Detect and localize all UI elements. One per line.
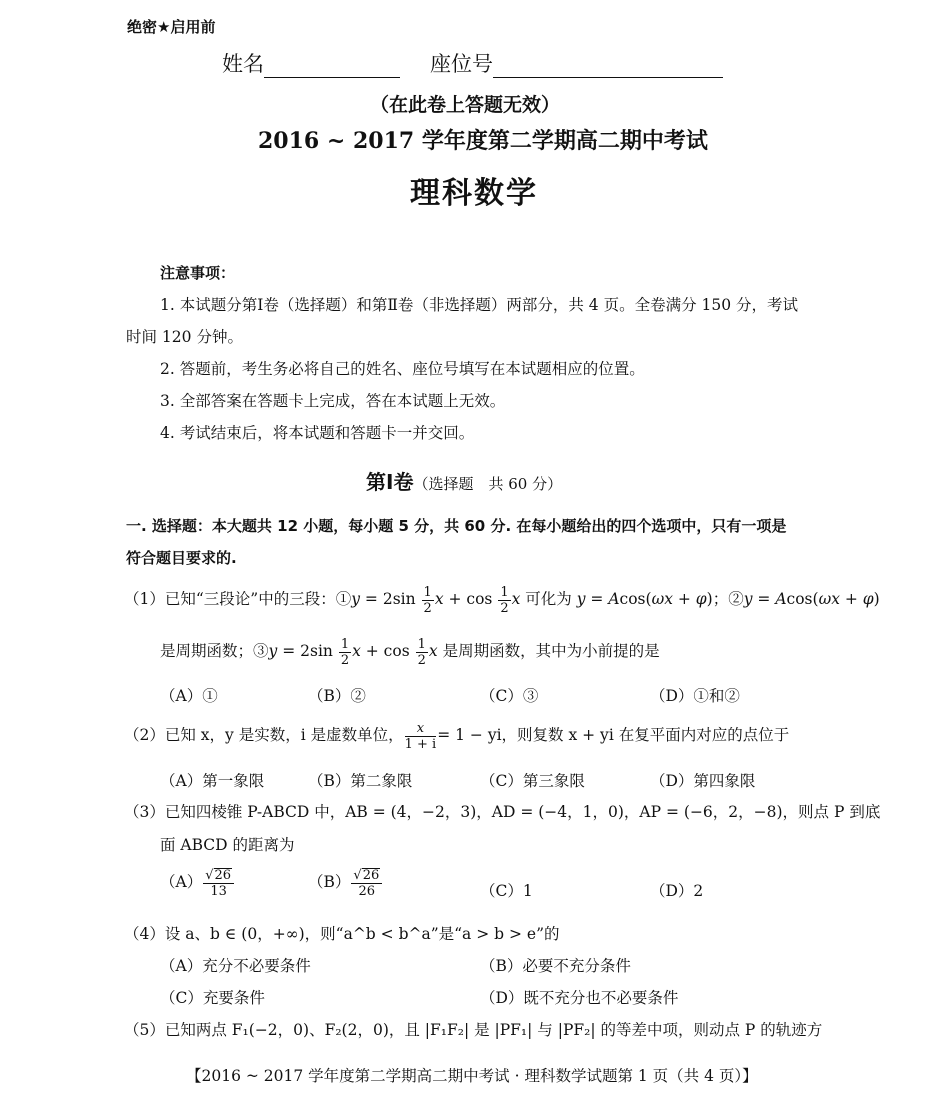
- q2-stem-b: = 1 − yi，则复数 x + yi 在复平面内对应的点位于: [437, 726, 790, 744]
- q1-option-a: （A）①: [160, 687, 218, 705]
- q1-option-b: （B）②: [308, 687, 366, 705]
- q3-option-b-label: （B）: [308, 873, 351, 891]
- q3-stem: 已知四棱锥 P-ABCD 中，AB = (4，−2，3)，AD = (−4，1，0)，AP = (−6，2，−8)，则点 P 到底: [164, 803, 881, 821]
- seat-blank: [493, 61, 723, 78]
- q1-frac-d: $\frac{1}{2}$: [417, 636, 426, 668]
- q4-option-d: （D）既不充分也不必要条件: [480, 989, 679, 1007]
- section1-title: [366, 466, 562, 495]
- notice-item-1-cont: 时间 120 分钟。: [126, 328, 243, 346]
- q3-option-b: [308, 868, 383, 898]
- q4-line1: [124, 922, 560, 944]
- q4-option-a: （A）充分不必要条件: [160, 957, 311, 975]
- q1-option-c: （C）③: [480, 687, 539, 705]
- subject-title: 理科数学: [410, 176, 538, 211]
- q1-frac-a: $\frac{1}{2}$: [423, 584, 432, 616]
- q1-stem-b: 可化为: [525, 590, 572, 608]
- q3-option-a-frac: $\frac{√26}{13}$: [203, 868, 234, 898]
- notice-item-2: 2. 答题前，考生务必将自己的姓名、座位号填写在本试题相应的位置。: [160, 360, 645, 378]
- page-footer: 【2016 ~ 2017 学年度第二学期高二期中考试 · 理科数学试题第 1 页（共 4 页）】: [186, 1067, 758, 1085]
- q2-frac: $\frac{x}{1 + i}$: [404, 720, 437, 752]
- q1-line1: （1）已知“三段论”中的三段：①y = 2sin $\frac{1}{2}$ x + cos $\frac{1}{2}$ x 可化为 y = Acos(ωx + φ)；②y = Acos(ωx + φ): [124, 584, 880, 616]
- q3-option-a: [160, 868, 235, 898]
- section1-title-main: 第Ⅰ卷: [366, 470, 414, 494]
- q2-number: （2）: [124, 726, 165, 744]
- q1-line2: 是周期函数；③y = 2sin $\frac{1}{2}$ x + cos $\frac{1}{2}$ x 是周期函数，其中为小前提的是: [160, 636, 660, 668]
- q4-stem: 设 a、b ∈ (0，+∞)，则“a^b < b^a”是“a > b > e”的: [164, 925, 560, 943]
- q1-line2-b: 是周期函数，其中为小前提的是: [442, 642, 660, 660]
- q2-option-c: （C）第三象限: [480, 772, 585, 790]
- q1-option-d: （D）①和②: [650, 687, 740, 705]
- section1-instruction-2: 符合题目要求的.: [126, 549, 237, 567]
- q5-line1: [124, 1018, 822, 1040]
- q1-frac-b: $\frac{1}{2}$: [500, 584, 509, 616]
- q4-option-b: （B）必要不充分条件: [480, 957, 631, 975]
- q3-line1: [124, 800, 880, 822]
- q2-option-d: （D）第四象限: [650, 772, 756, 790]
- q2-stem-a: 已知 x，y 是实数，i 是虚数单位，: [164, 726, 404, 744]
- q1-stem-a: 已知“三段论”中的三段：①: [164, 590, 352, 608]
- q1-line2-a: 是周期函数；③: [160, 642, 269, 660]
- q5-number: （5）: [124, 1021, 165, 1039]
- section1-title-sub: （选择题 共 60 分）: [413, 475, 563, 493]
- q2-option-a: （A）第一象限: [160, 772, 265, 790]
- q5-stem: 已知两点 F₁(−2，0)、F₂(2，0)，且 |F₁F₂| 是 |PF₁| 与 |PF₂| 的等差中项，则动点 P 的轨迹方: [164, 1021, 823, 1039]
- q3-option-d: （D）2: [650, 882, 704, 900]
- name-blank: [264, 61, 400, 78]
- q2-option-b: （B）第二象限: [308, 772, 413, 790]
- q1-formula-1: y: [351, 590, 360, 608]
- name-field: [222, 48, 400, 78]
- q4-number: （4）: [124, 925, 165, 943]
- seat-field: [430, 48, 723, 78]
- section1-instruction-1: 一. 选择题：本大题共 12 小题，每小题 5 分，共 60 分. 在每小题给出的四个选项中，只有一项是: [126, 517, 787, 535]
- q2-line1: [124, 720, 789, 751]
- seat-label: 座位号: [430, 52, 493, 76]
- q3-option-b-frac: $\frac{√26}{26}$: [351, 868, 382, 898]
- secret-label: 绝密★启用前: [127, 18, 216, 36]
- q3-number: （3）: [124, 803, 165, 821]
- q1-frac-c: $\frac{1}{2}$: [340, 636, 350, 668]
- notice-item-4: 4. 考试结束后，将本试题和答题卡一并交回。: [160, 424, 475, 442]
- q3-line2: 面 ABCD 的距离为: [160, 836, 295, 854]
- q1-number: （1）: [124, 590, 165, 608]
- notice-title: 注意事项：: [160, 264, 236, 282]
- q3-option-c: （C）1: [480, 882, 533, 900]
- q4-option-c: （C）充要条件: [160, 989, 265, 1007]
- name-label: 姓名: [222, 52, 264, 76]
- invalid-note: （在此卷上答题无效）: [370, 94, 561, 116]
- exam-title: 2016 ~ 2017 学年度第二学期高二期中考试: [258, 128, 708, 154]
- notice-item-3: 3. 全部答案在答题卡上完成，答在本试题上无效。: [160, 392, 506, 410]
- q1-stem-c: ；②: [712, 590, 744, 608]
- notice-item-1: 1. 本试题分第Ⅰ卷（选择题）和第Ⅱ卷（非选择题）两部分，共 4 页。全卷满分 150 分，考试: [160, 296, 799, 314]
- q3-option-a-label: （A）: [160, 873, 203, 891]
